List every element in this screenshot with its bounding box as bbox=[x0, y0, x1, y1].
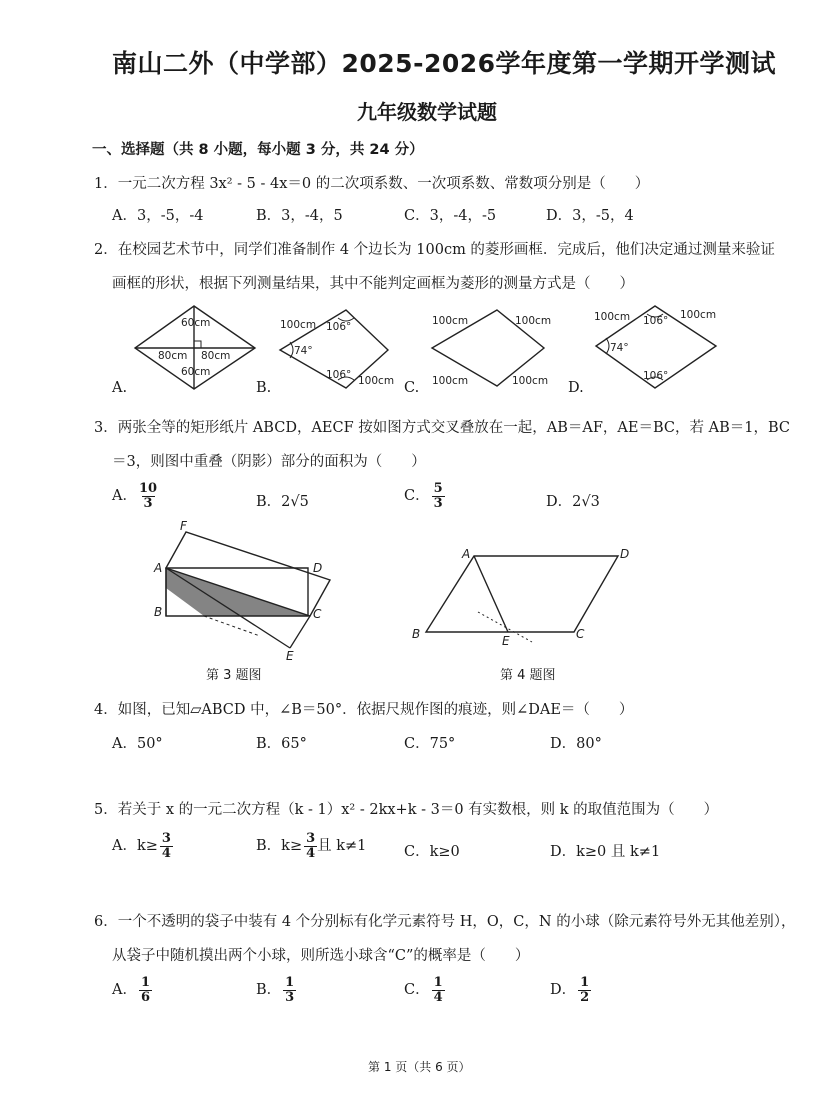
q2-label-c: C. bbox=[404, 380, 420, 396]
fig3-label-c: C bbox=[313, 607, 322, 621]
fig3-label-e: E bbox=[286, 649, 294, 663]
fig-d-angle-top: 106° bbox=[643, 315, 669, 327]
q5-option-b: B．k≥ $\frac{3}{4}$ 且 k≠1 bbox=[256, 831, 367, 861]
fig-d-tr-label: 100cm bbox=[680, 309, 717, 321]
q1-option-b: B．3，-4，5 bbox=[256, 208, 343, 224]
fig4-label-c: C bbox=[576, 627, 585, 641]
q3-option-b: B．2√5 bbox=[256, 494, 309, 510]
fig-b-tl-label: 100cm bbox=[280, 319, 317, 331]
fig-c-bl-label: 100cm bbox=[432, 375, 469, 387]
exam-title: 南山二外（中学部）2025-2026学年度第一学期开学测试 bbox=[112, 49, 777, 78]
q5-option-a: A．k≥ $\frac{3}{4}$ bbox=[112, 831, 171, 861]
question-3-line2: ＝3，则图中重叠（阴影）部分的面积为（ ） bbox=[112, 454, 426, 470]
fig-a-left-label: 80cm bbox=[158, 350, 188, 362]
fig-d-angle-bottom: 106° bbox=[643, 370, 669, 382]
q6-option-c: C． $\frac{1}{4}$ bbox=[404, 975, 443, 1005]
figure-4 bbox=[426, 556, 618, 642]
question-4-text: 4．如图，已知▱ABCD 中，∠B＝50°．依据尺规作图的痕迹，则∠DAE＝（ ） bbox=[94, 702, 634, 718]
q4-option-a: A．50° bbox=[112, 736, 163, 752]
question-2-line1: 2．在校园艺术节中，同学们准备制作 4 个边长为 100cm 的菱形画框．完成后，他们决定通过测量来验证 bbox=[94, 242, 775, 258]
fig-c-tl-label: 100cm bbox=[432, 315, 469, 327]
fig-b-angle-left: 74° bbox=[294, 345, 313, 357]
q3-q4-figures bbox=[140, 518, 650, 668]
fig3-label-f: F bbox=[180, 519, 187, 533]
question-1-text: 1．一元二次方程 3x² - 5 - 4x＝0 的二次项系数、一次项系数、常数项分别是（ ） bbox=[94, 176, 650, 192]
q3-option-c: C． $\frac{5}{3}$ bbox=[404, 481, 443, 511]
q5-option-d: D．k≥0 且 k≠1 bbox=[550, 844, 661, 860]
fig-c-br-label: 100cm bbox=[512, 375, 549, 387]
question-6-line2: 从袋子中随机摸出两个小球，则所选小球含“C”的概率是（ ） bbox=[112, 948, 530, 964]
fig-b-angle-top: 106° bbox=[326, 321, 352, 333]
q6-option-d: D． $\frac{1}{2}$ bbox=[550, 975, 590, 1005]
section-heading: 一、选择题（共 8 小题，每小题 3 分，共 24 分） bbox=[92, 142, 424, 158]
q4-option-b: B．65° bbox=[256, 736, 307, 752]
fig4-label-b: B bbox=[412, 627, 421, 641]
fig3-label-b: B bbox=[154, 605, 163, 619]
figure-3-caption: 第 3 题图 bbox=[206, 668, 262, 683]
question-2-line2: 画框的形状，根据下列测量结果，其中不能判定画框为菱形的测量方式是（ ） bbox=[112, 276, 634, 292]
q6-option-a: A． $\frac{1}{6}$ bbox=[112, 975, 151, 1005]
q2-figures bbox=[100, 296, 780, 404]
q4-option-c: C．75° bbox=[404, 736, 456, 752]
question-5-text: 5．若关于 x 的一元二次方程（k - 1）x² - 2kx+k - 3＝0 有实数根，则 k 的取值范围为（ ） bbox=[94, 802, 719, 818]
fig-b-br-label: 100cm bbox=[358, 375, 395, 387]
q1-option-c: C．3，-4，-5 bbox=[404, 208, 497, 224]
q3-option-d: D．2√3 bbox=[546, 494, 600, 510]
figure-3 bbox=[166, 532, 330, 648]
fig-d-angle-left: 74° bbox=[610, 342, 629, 354]
fig3-label-d: D bbox=[313, 561, 323, 575]
fig-a-right-label: 80cm bbox=[201, 350, 231, 362]
question-6-line1: 6．一个不透明的袋子中装有 4 个分别标有化学元素符号 H，O，C，N 的小球（除元素符号外无其他差别）， bbox=[94, 914, 796, 930]
q1-option-a: A．3，-5，-4 bbox=[112, 208, 204, 224]
fig-b-angle-bottom: 106° bbox=[326, 369, 352, 381]
exam-subtitle: 九年级数学试题 bbox=[357, 100, 497, 124]
figure-4-caption: 第 4 题图 bbox=[500, 668, 556, 683]
question-3-line1: 3．两张全等的矩形纸片 ABCD，AECF 按如图方式交叉叠放在一起，AB＝AF，AE＝BC，若 AB＝1，BC bbox=[94, 420, 790, 436]
q2-label-b: B. bbox=[256, 380, 272, 396]
q5-option-c: C．k≥0 bbox=[404, 844, 460, 860]
fig-a-bottom-label: 60cm bbox=[181, 366, 211, 378]
fig-c-tr-label: 100cm bbox=[515, 315, 552, 327]
q4-option-d: D．80° bbox=[550, 736, 602, 752]
fig4-label-e: E bbox=[502, 634, 510, 648]
q3-option-a: A． $\frac{10}{3}$ bbox=[112, 481, 158, 511]
q1-option-d: D．3，-5，4 bbox=[546, 208, 634, 224]
page-footer: 第 1 页（共 6 页） bbox=[368, 1060, 471, 1074]
fig-a-top-label: 60cm bbox=[181, 317, 211, 329]
fig-d-tl-label: 100cm bbox=[594, 311, 631, 323]
fig3-label-a: A bbox=[154, 561, 163, 575]
q6-option-b: B． $\frac{1}{3}$ bbox=[256, 975, 295, 1005]
fig4-label-a: A bbox=[462, 547, 471, 561]
q2-label-a: A. bbox=[112, 380, 128, 396]
parallelogram-abcd bbox=[426, 556, 618, 632]
fig4-label-d: D bbox=[620, 547, 630, 561]
q2-label-d: D. bbox=[568, 380, 584, 396]
